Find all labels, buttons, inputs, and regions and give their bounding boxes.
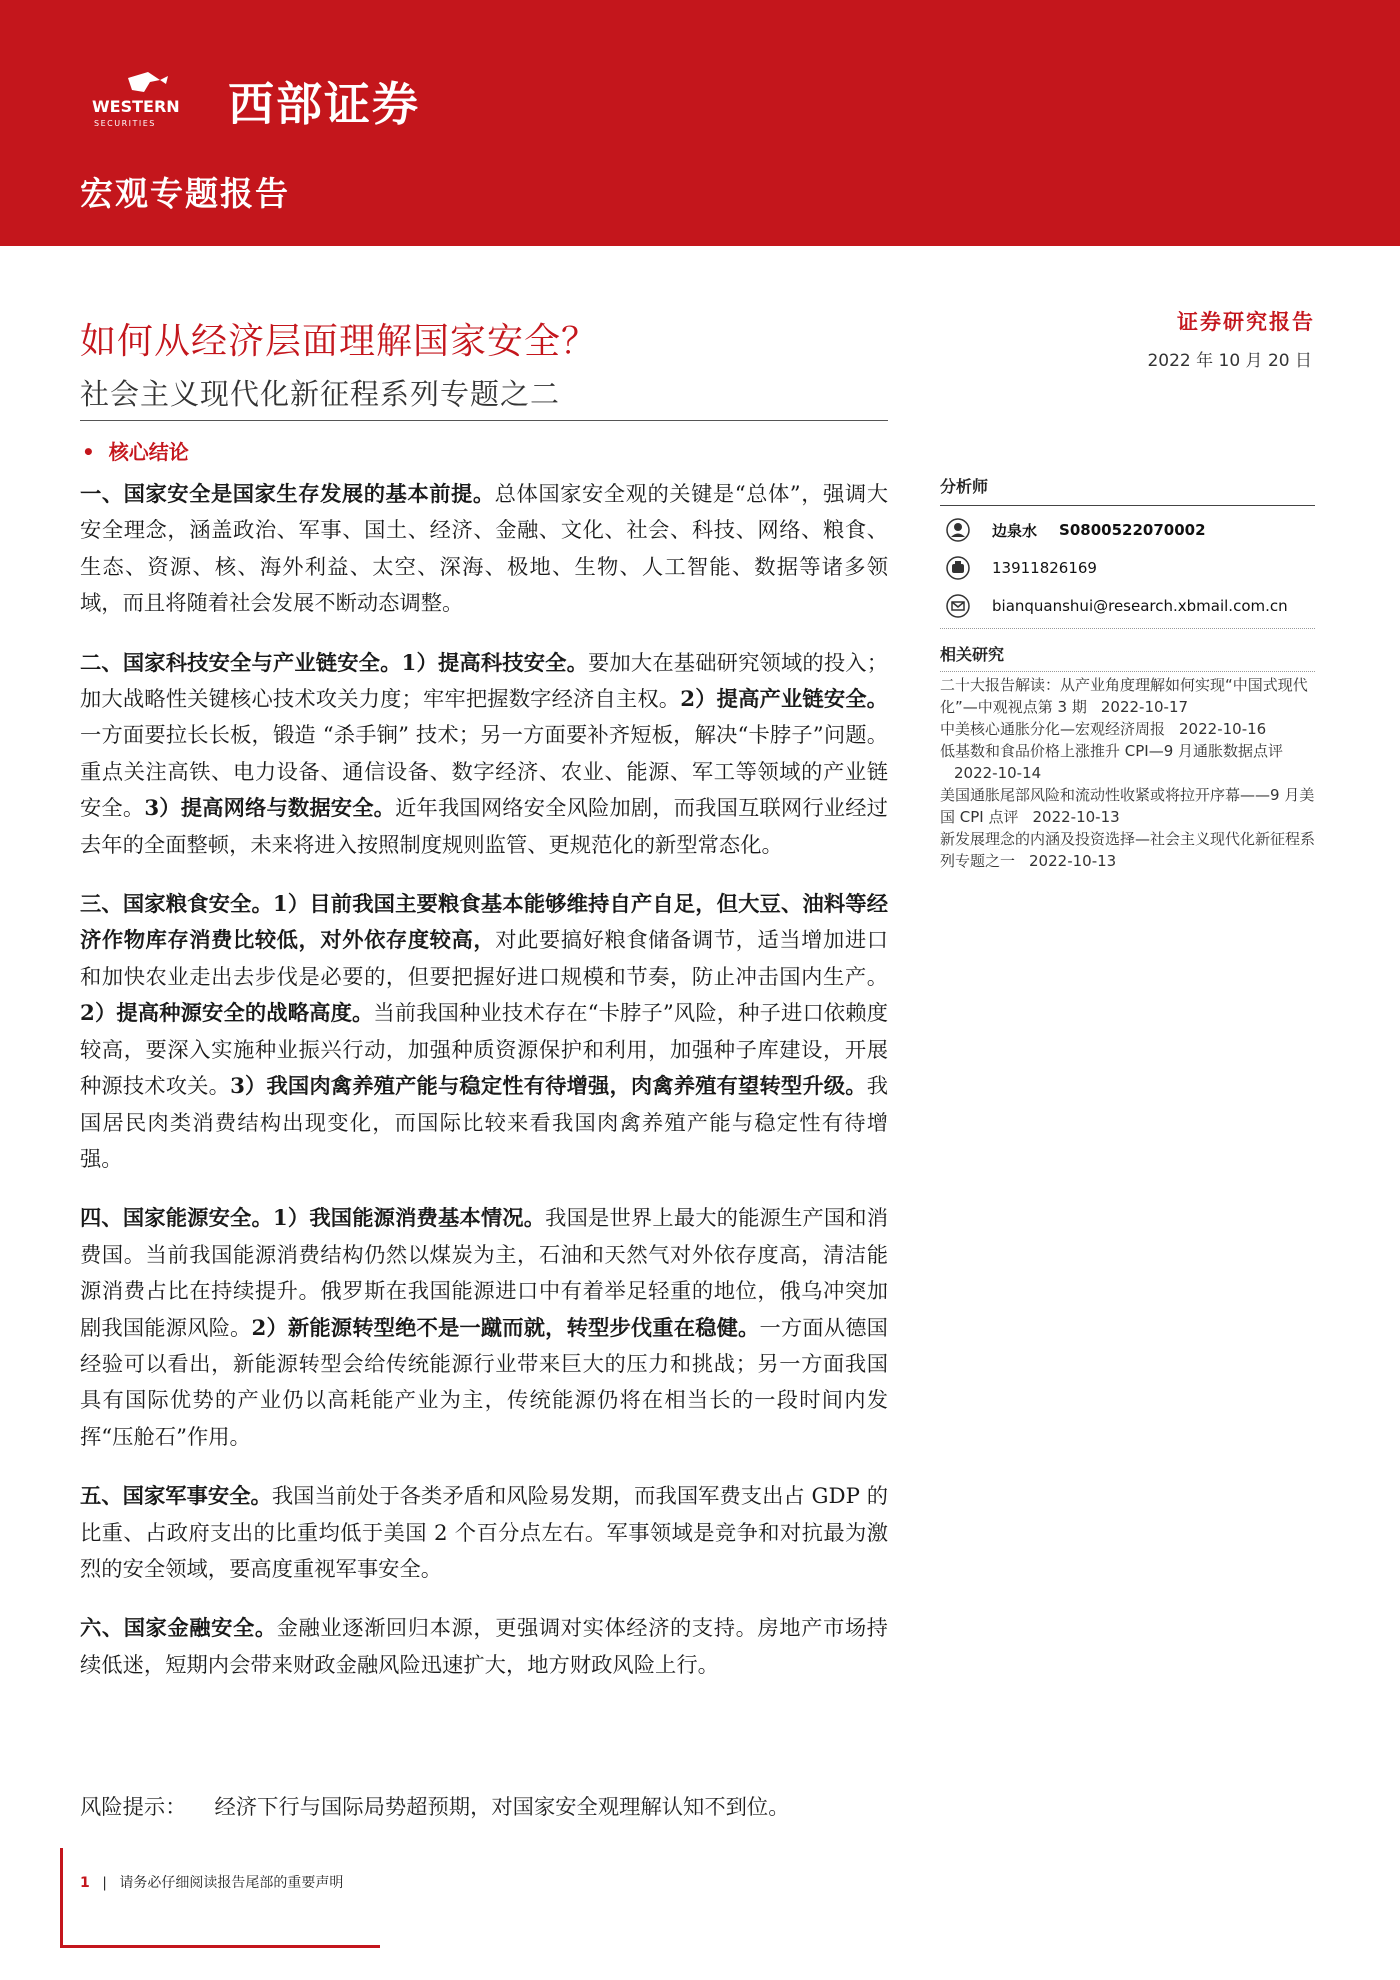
footer (80, 1872, 343, 1892)
bold-run: 3）我国肉禽养殖产能与稳定性有待增强，肉禽养殖有望转型升级。 (230, 1074, 867, 1100)
western-logo-icon (88, 70, 208, 130)
bold-run: 六、国家金融安全。 (80, 1616, 277, 1642)
related-item[interactable] (940, 674, 1315, 718)
analyst-email-row (940, 590, 1315, 622)
text-run: 当前我国种业技术存在“卡脖子”风险，种子进口依赖度较高，要深入实施种业振兴行动，加强种质资源保护和利用，加强种子库建设，开展种源技术攻关。 (80, 1001, 888, 1100)
analyst-name-row (940, 514, 1315, 546)
related-item-title: 新发展理念的内涵及投资选择—社会主义现代化新征程系列专题之一 (940, 830, 1316, 870)
related-item-date: 2022-10-16 (1179, 720, 1267, 738)
bold-run: 2）新能源转型绝不是一蹴而就，转型步伐重在稳健。 (251, 1315, 760, 1341)
related-item[interactable] (940, 784, 1315, 828)
bold-run: 3）提高网络与数据安全。 (144, 796, 396, 822)
section-paragraph (80, 1611, 888, 1684)
title-divider (80, 420, 888, 421)
main-body (80, 477, 888, 1707)
report-date: 2022 年 10 月 20 日 (1147, 351, 1312, 371)
related-item-date: 2022-10-17 (1100, 698, 1189, 716)
bold-run: 五、国家军事安全。 (80, 1484, 272, 1510)
related-item-date: 2022-10-13 (1029, 852, 1117, 870)
bold-run: 四、国家能源安全。1）我国能源消费基本情况。 (80, 1206, 546, 1232)
analyst-name: 边泉水 (992, 521, 1038, 540)
analyst-panel (940, 474, 1315, 629)
section-paragraph (80, 887, 888, 1178)
bold-run: 三、国家粮食安全。1）目前我国主要粮食基本能够维持自产自足，但大豆、油料等经济作物库存消费比较低，对外依存度较高， (80, 892, 888, 954)
header-banner (0, 0, 1400, 246)
footer-separator: | (102, 1875, 107, 1891)
related-item-title: 美国通胀尾部风险和流动性收紧或将拉开序幕——9 月美国 CPI 点评 (940, 786, 1315, 826)
related-label: 相关研究 (940, 645, 1005, 664)
text-run: 我国当前处于各类矛盾和风险易发期，而我国军费支出占 GDP 的比重、占政府支出的比重均低于美国 2 个百分点左右。军事领域是竞争和对抗最为激烈的安全领域，要高度重视军事安全。 (80, 1484, 888, 1582)
analyst-email[interactable]: bianquanshui@research.xbmail.com.cn (992, 597, 1288, 615)
section-paragraph (80, 1479, 888, 1588)
related-divider (940, 671, 1315, 672)
related-item-date: 2022-10-13 (1032, 808, 1120, 826)
text-run: 总体国家安全观的关键是“总体”，强调大安全理念，涵盖政治、军事、国土、经济、金融、文化、社会、科技、网络、粮食、生态、资源、核、海外利益、太空、深海、极地、生物、人工智能、数据等诸多领域，而且将随着社会发展不断动态调整。 (80, 482, 888, 617)
related-item[interactable] (940, 740, 1315, 784)
related-item-title: 中美核心通胀分化—宏观经济周报 (940, 720, 1166, 738)
text-run: 近年我国网络安全风险加剧，而我国互联网行业经过去年的全面整顿，未来将进入按照制度规则监管、更规范化的新型常态化。 (80, 796, 888, 858)
email-icon (946, 594, 970, 618)
related-list (940, 674, 1315, 872)
page-title: 如何从经济层面理解国家安全？ (80, 321, 599, 362)
text-run: 我国是世界上最大的能源生产国和消费国。当前我国能源消费结构仍然以煤炭为主，石油和天然气对外依存度高，清洁能源消费占比在持续提升。俄罗斯在我国能源进口中有着举足轻重的地位，俄乌冲突加剧我国能源风险。 (80, 1206, 888, 1341)
analyst-bottom-divider (940, 628, 1315, 629)
person-icon (946, 518, 970, 542)
bullet-icon: • (82, 440, 95, 464)
logo-text-top: WESTERN (92, 97, 180, 116)
bold-run: 二、国家科技安全与产业链安全。1）提高科技安全。 (80, 650, 589, 676)
analyst-license: S0800522070002 (1059, 521, 1206, 539)
page-subtitle: 社会主义现代化新征程系列专题之二 (80, 377, 561, 411)
bold-run: 2）提高产业链安全。 (680, 687, 888, 713)
text-run: 一方面从德国经验可以看出，新能源转型会给传统能源行业带来巨大的压力和挑战；另一方面我国具有国际优势的产业仍以高耗能产业为主，传统能源仍将在相当长的一段时间内发挥“压舱石”作用。 (80, 1315, 888, 1450)
related-item-date: 2022-10-14 (954, 764, 1042, 782)
section-paragraph (80, 1201, 888, 1456)
analyst-phone: 13911826169 (992, 559, 1097, 577)
bold-run: 一、国家安全是国家生存发展的基本前提。 (80, 482, 495, 507)
related-item[interactable] (940, 828, 1315, 872)
page-number: 1 (80, 1875, 90, 1891)
related-item-title: 二十大报告解读：从产业角度理解如何实现“中国式现代化”—中观视点第 3 期 (940, 676, 1308, 716)
core-conclusion-heading (82, 436, 189, 465)
logo-text-bottom: SECURITIES (94, 119, 156, 128)
footer-disclaimer: 请务必仔细阅读报告尾部的重要声明 (119, 1875, 344, 1891)
footer-red-base (60, 1945, 380, 1948)
report-type: 宏观专题报告 (80, 174, 290, 213)
core-label: 核心结论 (108, 440, 189, 464)
text-run: 金融业逐渐回归本源，更强调对实体经济的支持。房地产市场持续低迷，短期内会带来财政金融风险迅速扩大，地方财政风险上行。 (80, 1616, 888, 1678)
risk-label: 风险提示： (80, 1795, 187, 1820)
text-run: 我国居民肉类消费结构出现变化，而国际比较来看我国肉禽养殖产能与稳定性有待增强。 (80, 1074, 888, 1172)
related-research-panel (940, 642, 1315, 872)
footer-red-vertical (60, 1848, 63, 1948)
analyst-label: 分析师 (940, 477, 989, 496)
section-paragraph (80, 646, 888, 864)
related-item[interactable] (940, 718, 1315, 740)
related-item-title: 低基数和食品价格上涨推升 CPI—9 月通胀数据点评 (940, 742, 1284, 760)
text-run: 要加大在基础研究领域的投入；加大战略性关键核心技术攻关力度；牢牢把握数字经济自主权。 (80, 650, 888, 713)
risk-text: 经济下行与国际局势超预期，对国家安全观理解认知不到位。 (214, 1795, 790, 1820)
phone-icon (946, 556, 970, 580)
report-category: 证券研究报告 (1177, 309, 1315, 334)
brand-name: 西部证券 (228, 77, 420, 131)
bold-run: 2）提高种源安全的战略高度。 (80, 1001, 374, 1027)
text-run: 一方面要拉长长板，锻造 “杀手锏” 技术；另一方面要补齐短板，解决“卡脖子”问题。重点关注高铁、电力设备、通信设备、数字经济、农业、能源、军工等领域的产业链安全。 (80, 723, 888, 822)
analyst-divider (940, 505, 1315, 506)
section-paragraph (80, 477, 888, 623)
analyst-phone-row (940, 552, 1315, 584)
text-run: 对此要搞好粮食储备调节，适当增加进口和加快农业走出去步伐是必要的，但要把握好进口规模和节奏，防止冲击国内生产。 (80, 928, 888, 990)
risk-warning (80, 1790, 790, 1821)
